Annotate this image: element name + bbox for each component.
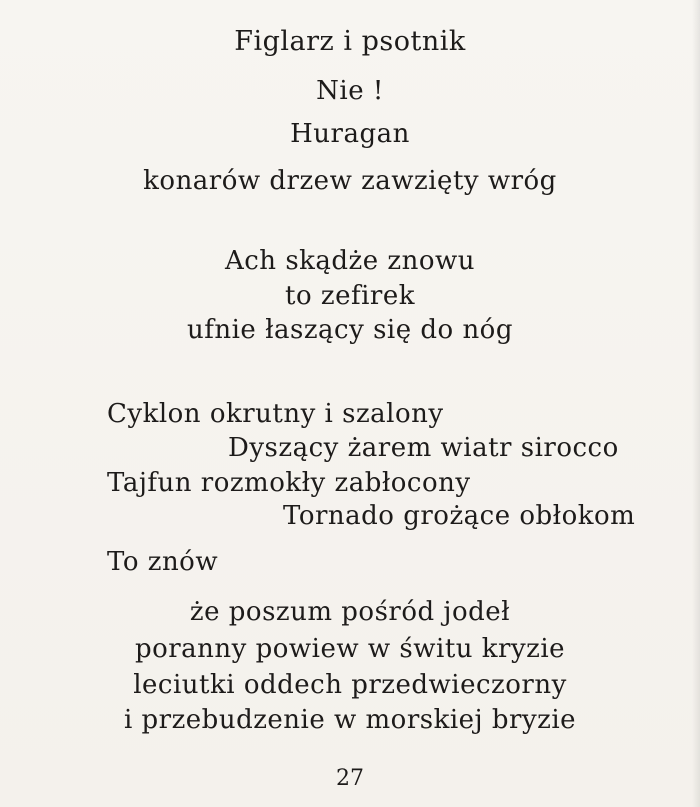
poem-line: To znów	[107, 547, 219, 577]
poem-line: Nie !	[316, 76, 384, 106]
poem-line: i przebudzenie w morskiej bryzie	[123, 705, 577, 735]
poem-line: że poszum pośród jodeł	[189, 597, 511, 627]
poem-line: konarów drzew zawzięty wróg	[143, 166, 557, 196]
poem-line: Ach skądże znowu	[224, 246, 476, 276]
poem-line: ufnie łaszący się do nóg	[187, 315, 513, 345]
poem-line: poranny powiew w świtu kryzie	[134, 634, 566, 664]
poem-title: Figlarz i psotnik	[234, 26, 466, 57]
page-number: 27	[336, 766, 364, 791]
poem-line: to zefirek	[285, 281, 415, 311]
poem-line: Dyszący żarem wiatr sirocco	[228, 433, 619, 463]
poem-line: Cyklon okrutny i szalony	[107, 399, 444, 429]
poem-line: Huragan	[290, 119, 410, 149]
poem-line: Tajfun rozmokły zabłocony	[107, 468, 471, 498]
poem-line: leciutki oddech przedwieczorny	[133, 670, 567, 700]
poem-line: Tornado grożące obłokom	[283, 501, 636, 531]
